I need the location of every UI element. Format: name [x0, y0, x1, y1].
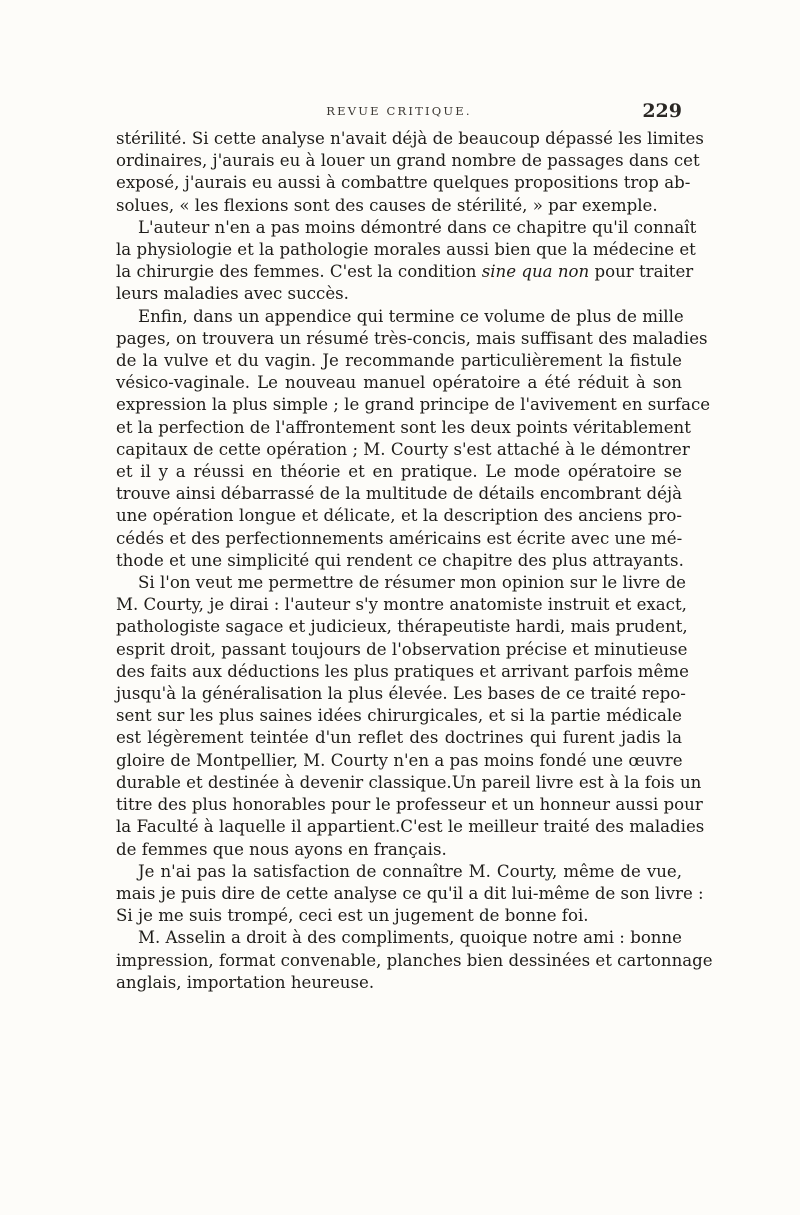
text-line: L'auteur n'en a pas moins démontré dans ce chapitre qu'il connaît: [138, 217, 697, 237]
page-header: [116, 100, 682, 126]
text-line: la Faculté à laquelle il appartient.C'est le meilleur traité des maladies: [116, 817, 705, 837]
text-line: pathologiste sagace et judicieux, thérapeutiste hardi, mais prudent,: [116, 617, 688, 637]
text-line: Enfin, dans un appendice qui termine ce volume de plus de mille: [138, 306, 684, 326]
running-title: REVUE CRITIQUE.: [326, 104, 472, 118]
text-line: solues, « les flexions sont des causes de stérilité, » par exemple.: [116, 195, 658, 215]
page-number: 229: [642, 100, 682, 122]
text-line: de la vulve et du vagin. Je recommande particulièrement la fistule: [116, 351, 682, 371]
text-line: thode et une simplicité qui rendent ce chapitre des plus attrayants.: [116, 550, 684, 570]
text-line: expression la plus simple ; le grand principe de l'avivement en surface: [116, 395, 711, 415]
paragraph: [116, 217, 697, 306]
text-line: cédés et des perfectionnements américains est écrite avec une mé-: [116, 528, 683, 548]
text-line: et la perfection de l'affrontement sont les deux points véritablement: [116, 417, 691, 437]
text-line: esprit droit, passant toujours de l'observation précise et minutieuse: [116, 639, 688, 659]
body-text: [116, 128, 713, 994]
text-line: et il y a réussi en théorie et en pratique. Le mode opératoire se: [116, 462, 682, 482]
text-line: sent sur les plus saines idées chirurgicales, et si la partie médicale: [116, 706, 682, 726]
paragraph: [116, 572, 705, 861]
text-line: gloire de Montpellier, M. Courty n'en a pas moins fondé une œuvre: [116, 750, 683, 770]
text-line: mais je puis dire de cette analyse ce qu'il a dit lui-même de son livre :: [116, 883, 704, 903]
text-line: la chirurgie des femmes. C'est la condition sine qua non pour traiter: [116, 262, 694, 282]
paragraph: [116, 306, 711, 572]
text-line: M. Courty, je dirai : l'auteur s'y montre anatomiste instruit et exact,: [116, 595, 687, 615]
text-line: Je n'ai pas la satisfaction de connaître M. Courty, même de vue,: [138, 861, 682, 881]
text-line: la physiologie et la pathologie morales aussi bien que la médecine et: [116, 240, 696, 260]
text-line: stérilité. Si cette analyse n'avait déjà de beaucoup dépassé les limites: [116, 129, 704, 148]
text-line: ordinaires, j'aurais eu à louer un grand nombre de passages dans cet: [116, 151, 700, 171]
text-line: anglais, importation heureuse.: [116, 972, 375, 992]
text-line: Si je me suis trompé, ceci est un jugement de bonne foi.: [116, 906, 589, 926]
text-line: vésico-vaginale. Le nouveau manuel opératoire a été réduit à son: [116, 373, 682, 393]
text-line: une opération longue et délicate, et la description des anciens pro-: [116, 506, 682, 526]
text-line: capitaux de cette opération ; M. Courty s'est attaché à le démontrer: [116, 439, 690, 459]
text-line: Si l'on veut me permettre de résumer mon opinion sur le livre de: [138, 573, 686, 593]
text-line: durable et destinée à devenir classique.Un pareil livre est à la fois un: [116, 772, 702, 792]
text-line: M. Asselin a droit à des compliments, quoique notre ami : bonne: [138, 928, 682, 948]
paragraph: [116, 927, 713, 994]
text-line: titre des plus honorables pour le professeur et un honneur aussi pour: [116, 795, 703, 815]
text-line: exposé, j'aurais eu aussi à combattre quelques propositions trop ab-: [116, 173, 691, 193]
text-line: pages, on trouvera un résumé très-concis, mais suffisant des maladies: [116, 328, 708, 348]
text-line: jusqu'à la généralisation la plus élevée. Les bases de ce traité repo-: [116, 684, 686, 704]
text-line: trouve ainsi débarrassé de la multitude de détails encombrant déjà: [116, 484, 682, 504]
paragraph: [116, 128, 704, 217]
text-line: de femmes que nous ayons en français.: [116, 839, 447, 859]
text-line: impression, format convenable, planches bien dessinées et cartonnage: [116, 950, 713, 970]
text-line: des faits aux déductions les plus pratiques et arrivant parfois même: [116, 661, 689, 681]
paragraph: [116, 861, 704, 928]
text-line: leurs maladies avec succès.: [116, 284, 349, 304]
text-line: est légèrement teintée d'un reflet des doctrines qui furent jadis la: [116, 728, 682, 748]
